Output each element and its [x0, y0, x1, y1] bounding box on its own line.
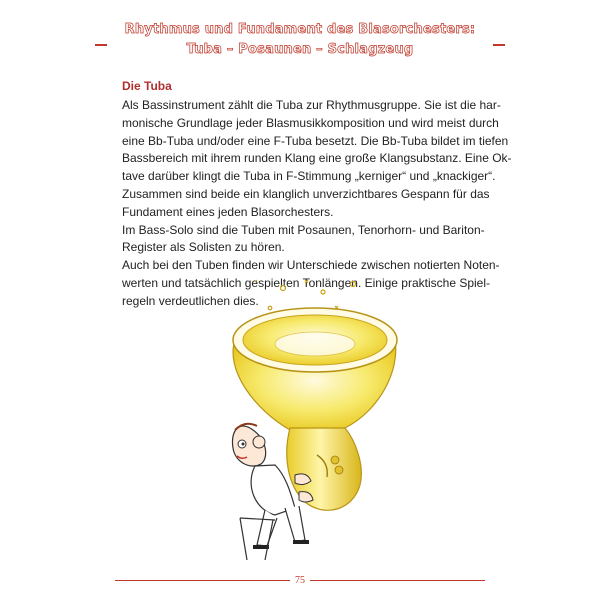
text-line: regeln verdeutlichen dies.: [122, 293, 259, 308]
section-heading: Die Tuba: [122, 79, 172, 93]
text-line: Bassbereich mit ihrem runden Klang eine große Klangsubstanz. Eine Ok-: [122, 151, 512, 166]
tuba-valve: [335, 466, 343, 474]
chapter-title-line-2: Tuba – Posaunen – Schlagzeug: [186, 42, 414, 57]
header-dash-left: [95, 44, 107, 46]
text-line: Auch bei den Tuben finden wir Unterschiede zwischen notierten Noten-: [122, 258, 500, 273]
footer-rule-left: [115, 580, 290, 581]
header-dash-right: [493, 44, 505, 46]
text-line: Zusammen sind beide ein klanglich unverzichtbares Gespann für das: [122, 186, 490, 201]
text-line: Als Bassinstrument zählt die Tuba zur Rhythmusgruppe. Sie ist die har-: [122, 98, 501, 112]
page-number: 75: [295, 575, 305, 586]
chapter-title-line-1: Rhythmus und Fundament des Blasorchesters:: [124, 22, 476, 37]
music-sparkles: [255, 280, 356, 310]
text-line: Fundament eines jeden Blasorchesters.: [122, 204, 334, 219]
tuba-player-illustration: [195, 270, 495, 570]
chapter-header: [95, 18, 505, 68]
tuba-valve: [331, 456, 339, 464]
text-line: werten und tatsächlich gespielten Tonlängen. Einige praktische Spiel-: [122, 275, 491, 290]
text-line: tave darüber klingt die Tuba in F-Stimmung „kerniger“ und „knackiger“.: [122, 169, 496, 184]
footer-rule-right: [310, 580, 485, 581]
text-line: Register als Solisten zu hören.: [122, 240, 285, 255]
text-line: monische Grundlage jeder Blasmusikkomposition und wird meist durch: [122, 115, 499, 130]
tuba-body: [287, 428, 362, 510]
text-line: Im Bass-Solo sind die Tuben mit Posaunen, Tenorhorn- und Bariton-: [122, 222, 485, 237]
text-line: eine Bb-Tuba und/oder eine F-Tuba besetzt. Die Bb-Tuba bildet im tiefen: [122, 133, 509, 148]
